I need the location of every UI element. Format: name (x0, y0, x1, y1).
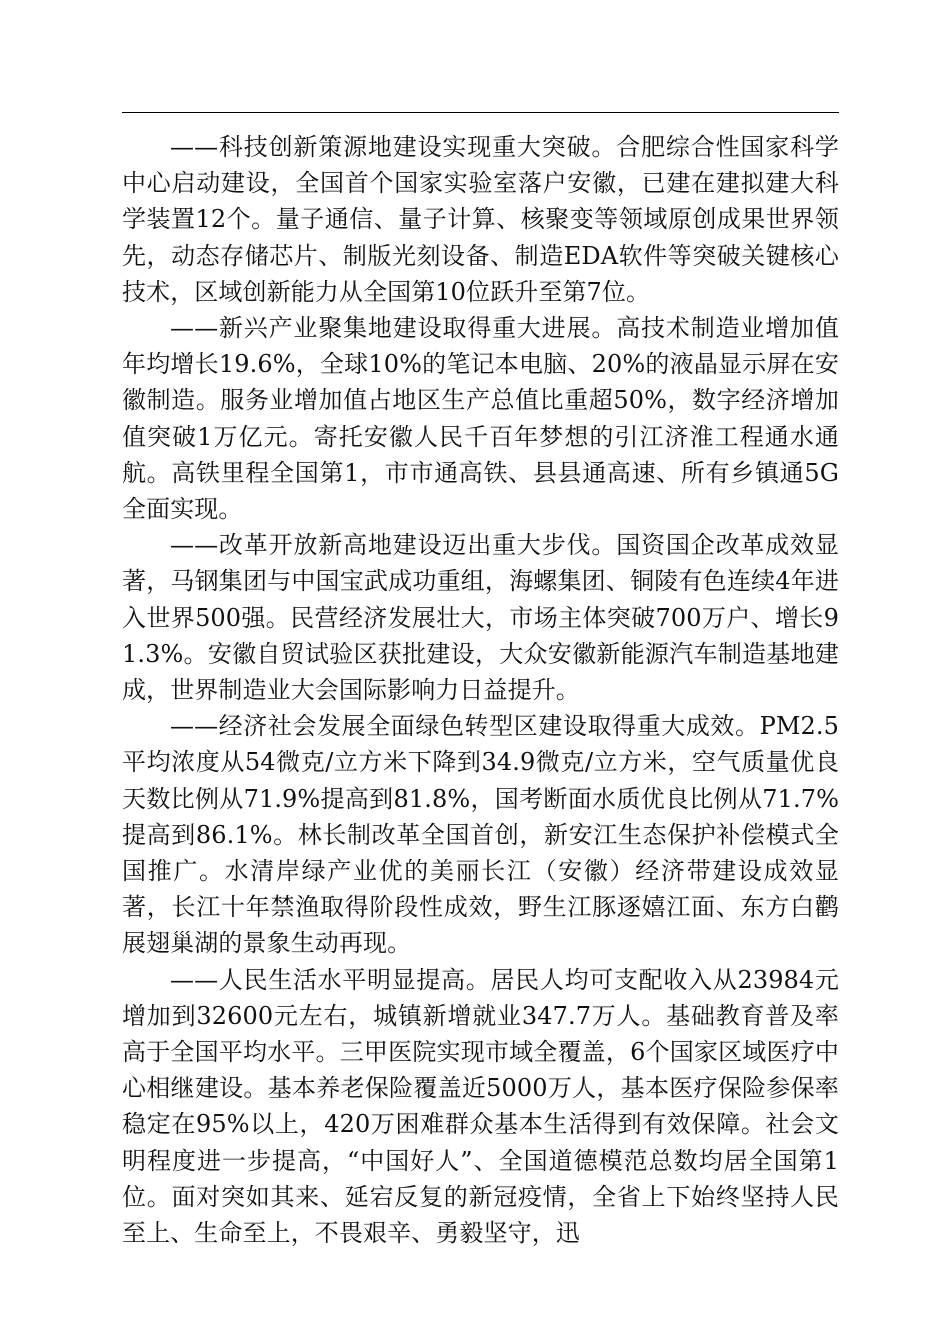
document-body (122, 129, 839, 1251)
paragraph-green-transition: ——经济社会发展全面绿色转型区建设取得重大成效。PM2.5平均浓度从54微克/立方米下降到34.9微克/立方米，空气质量优良天数比例从71.9%提高到81.8%，国考断面水质优良比例从71.7%提高到86.1%。林长制改革全国首创，新安江生态保护补偿模式全国推广。水清岸绿产业优的美丽长江（安徽）经济带建设成效显著，长江十年禁渔取得阶段性成效，野生江豚逐嬉江面、东方白鹳展翅巢湖的景象生动再现。 (122, 712, 839, 958)
paragraph-reform-opening: ——改革开放新高地建设迈出重大步伐。国资国企改革成效显著，马钢集团与中国宝武成功重组，海螺集团、铜陵有色连续4年进入世界500强。民营经济发展壮大，市场主体突破700万户、增长91.3%。安徽自贸试验区获批建设，大众安徽新能源汽车制造基地建成，世界制造业大会国际影响力日益提升。 (122, 531, 839, 705)
header-rule (122, 112, 839, 113)
paragraph-tech-innovation: ——科技创新策源地建设实现重大突破。合肥综合性国家科学中心启动建设，全国首个国家实验室落户安徽，已建在建拟建大科学装置12个。量子通信、量子计算、核聚变等领域原创成果世界领先，动态存储芯片、制版光刻设备、制造EDA软件等突破关键核心技术，区域创新能力从全国第10位跃升至第7位。 (122, 133, 839, 306)
paragraph-emerging-industry: ——新兴产业聚集地建设取得重大进展。高技术制造业增加值年均增长19.6%，全球10%的笔记本电脑、20%的液晶显示屏在安徽制造。服务业增加值占地区生产总值比重超50%，数字经济增加值突破1万亿元。寄托安徽人民千百年梦想的引江济淮工程通水通航。高铁里程全国第1，市市通高铁、县县通高速、所有乡镇通5G全面实现。 (122, 314, 839, 524)
paragraph-living-standards: ——人民生活水平明显提高。居民人均可支配收入从23984元增加到32600元左右，城镇新增就业347.7万人。基础教育普及率高于全国平均水平。三甲医院实现市域全覆盖，6个国家区域医疗中心相继建设。基本养老保险覆盖近5000万人，基本医疗保险参保率稳定在95%以上，420万困难群众基本生活得到有效保障。社会文明程度进一步提高，“中国好人”、全国道德模范总数均居全国第1位。面对突如其来、延宕反复的新冠疫情，全省上下始终坚持人民至上、生命至上，不畏艰辛、勇毅坚守，迅 (122, 965, 839, 1248)
